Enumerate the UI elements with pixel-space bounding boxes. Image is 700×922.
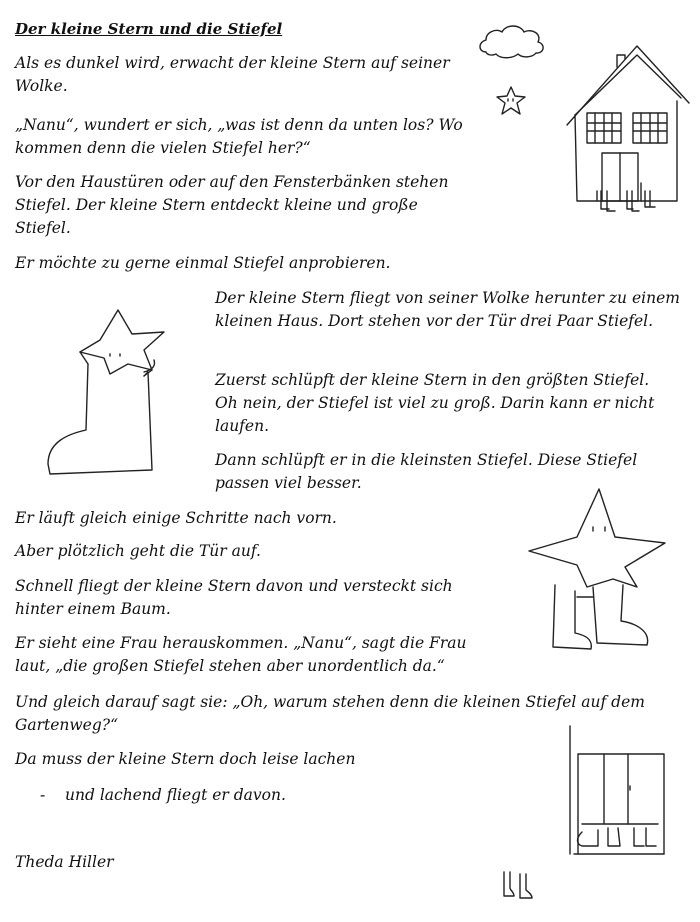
paragraph-2: „Nanu“, wundert er sich, „was ist denn da unten los? Wo kommen denn die vielen Stiefel her?“ — [15, 116, 463, 157]
paragraph-13: Da muss der kleine Stern doch leise lachen — [15, 750, 356, 768]
paragraph-11: Er sieht eine Frau herauskommen. „Nanu“, sagt die Frau laut, „die großen Stiefel stehen aber unordentlich da.“ — [15, 634, 467, 675]
paragraph-5: Der kleine Stern fliegt von seiner Wolke herunter zu einem kleinen Haus. Dort stehen vor der Tür drei Paar Stiefel. — [215, 289, 680, 330]
author: Theda Hiller — [15, 853, 114, 871]
paragraph-12: Und gleich darauf sagt sie: „Oh, warum stehen denn die kleinen Stiefel auf dem Gartenweg?“ — [15, 693, 645, 734]
star-in-boot-icon — [40, 308, 170, 483]
door-with-boots-icon — [568, 724, 668, 859]
paragraph-1: Als es dunkel wird, erwacht der kleine Stern auf seiner Wolke. — [15, 54, 450, 95]
star-in-boots-icon — [527, 487, 677, 662]
cloud-icon — [478, 22, 548, 62]
house-icon — [565, 43, 690, 215]
paragraph-4: Er möchte zu gerne einmal Stiefel anprobieren. — [15, 254, 391, 272]
list-dash: - — [40, 786, 46, 804]
paragraph-8: Er läuft gleich einige Schritte nach vorn. — [15, 509, 337, 527]
paragraph-3: Vor den Haustüren oder auf den Fensterbänken stehen Stiefel. Der kleine Stern entdeckt kleine und große Stiefel. — [15, 173, 449, 237]
paragraph-10: Schnell fliegt der kleine Stern davon und versteckt sich hinter einem Baum. — [15, 577, 453, 618]
paragraph-14: und lachend fliegt er davon. — [65, 786, 286, 804]
paragraph-9: Aber plötzlich geht die Tür auf. — [15, 542, 261, 560]
paragraph-6: Zuerst schlüpft der kleine Stern in den größten Stiefel. Oh nein, der Stiefel ist viel zu groß. Darin kann er nicht laufen. — [215, 371, 655, 435]
star-icon — [494, 85, 528, 117]
story-title: Der kleine Stern und die Stiefel — [15, 20, 283, 38]
small-boots-icon — [496, 870, 540, 902]
paragraph-7: Dann schlüpft er in die kleinsten Stiefel. Diese Stiefel passen viel besser. — [215, 451, 638, 492]
